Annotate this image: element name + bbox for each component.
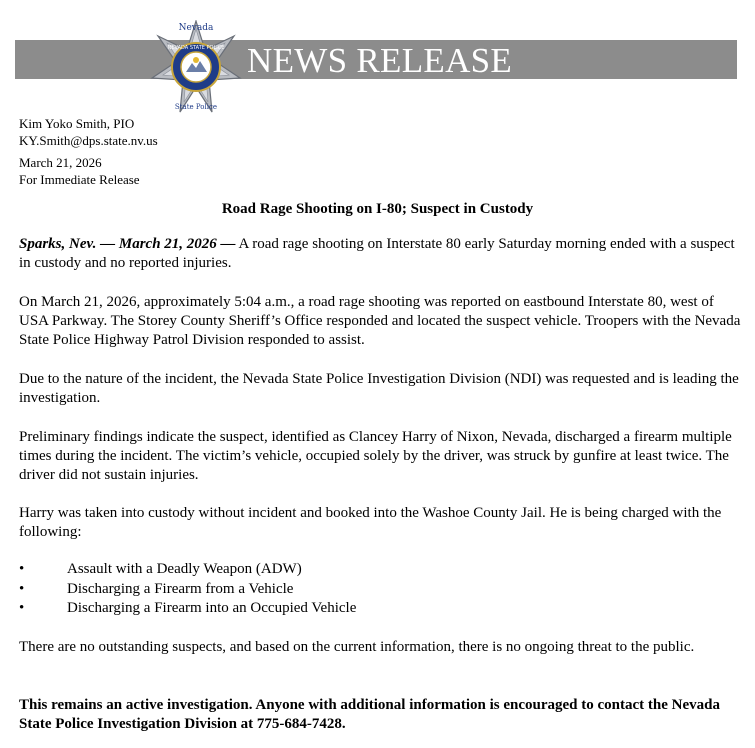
news-release-title: NEWS RELEASE	[247, 41, 513, 80]
list-item	[19, 560, 719, 580]
charges-list	[19, 560, 719, 619]
paragraph-investigation: Due to the nature of the incident, the Nevada State Police Investigation Division (NDI) was requested and is leading the investigation.	[19, 371, 739, 406]
svg-text:State Police: State Police	[174, 103, 218, 111]
charge-label: Assault with a Deadly Weapon (ADW)	[67, 561, 302, 577]
paragraph-custody: Harry was taken into custody without incident and booked into the Washoe County Jail. He is being charged with the following:	[19, 505, 722, 540]
bullet-icon: •	[19, 600, 25, 616]
bullet-icon: •	[19, 561, 25, 577]
list-item	[19, 599, 719, 619]
headline: Road Rage Shooting on I-80; Suspect in Custody	[221, 201, 534, 217]
dateline: Sparks, Nev. — March 21, 2026 —	[19, 236, 236, 252]
svg-text:NEVADA STATE POLICE: NEVADA STATE POLICE	[167, 45, 225, 51]
contact-name: Kim Yoko Smith, PIO	[19, 116, 135, 131]
list-item	[19, 580, 719, 600]
charge-label: Discharging a Firearm into an Occupied Vehicle	[67, 600, 357, 616]
bullet-icon: •	[19, 580, 25, 597]
paragraph-closing: This remains an active investigation. Anyone with additional information is encouraged to contact the Nevada State Police Investigation Division at 775-684-7428.	[19, 697, 720, 732]
paragraph-findings: Preliminary findings indicate the suspect, identified as Clancey Harry of Nixon, Nevada, discharged a firearm multiple times during the incident. The victim’s vehicle, occupied solely by the driver, was struck by gunfire at least twice. The driver did not sustain injuries.	[19, 429, 732, 483]
contact-email: KY.Smith@dps.state.nv.us	[19, 133, 158, 148]
paragraph-incident: On March 21, 2026, approximately 5:04 a.m., a road rage shooting was reported on eastbound Interstate 80, west of USA Parkway. The Storey County Sheriff’s Office responded and located the suspect vehicle. Troopers with the Nevada State Police Highway Patrol Division responded to assist.	[19, 294, 741, 348]
release-status: For Immediate Release	[19, 172, 140, 187]
contact-block	[19, 115, 158, 188]
paragraph-lead-text: A road rage shooting on Interstate 80 early Saturday morning ended with a suspect in custody and no reported injuries.	[19, 236, 735, 271]
release-date: March 21, 2026	[19, 155, 102, 170]
svg-text:Nevada: Nevada	[178, 23, 214, 33]
nevada-state-police-badge	[150, 20, 242, 114]
paragraph-lead	[19, 235, 741, 273]
paragraph-threat: There are no outstanding suspects, and based on the current information, there is no ongoing threat to the public.	[19, 639, 695, 655]
charge-label: Discharging a Firearm from a Vehicle	[67, 580, 294, 597]
